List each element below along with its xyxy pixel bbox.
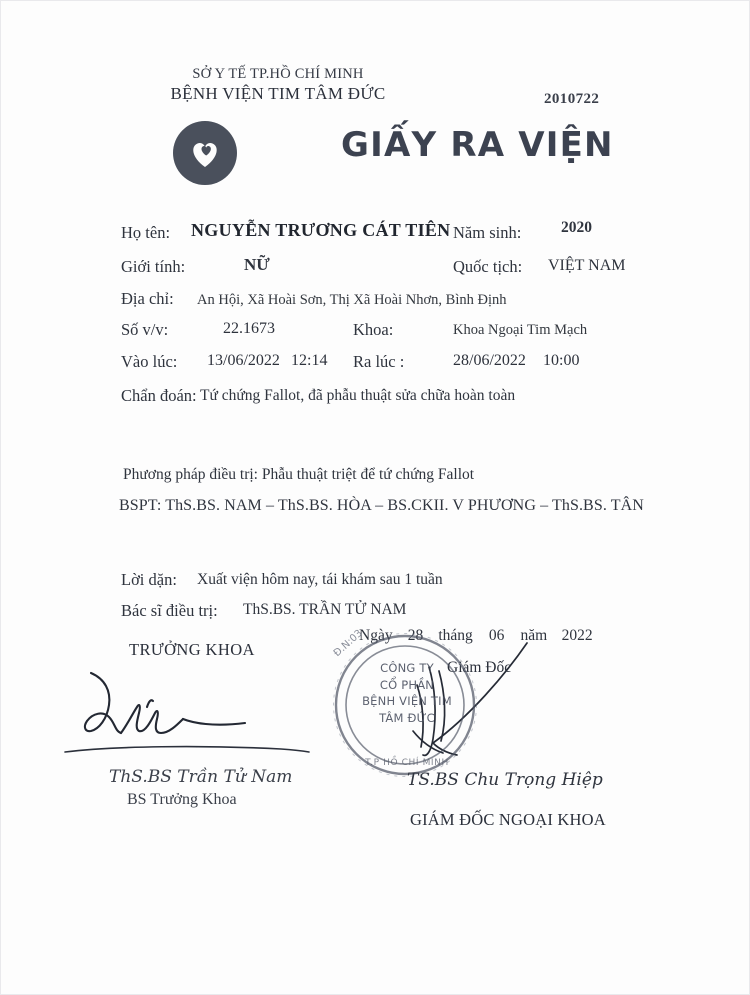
director-heading: Giám Đốc [447, 659, 512, 676]
stamp-line-1: CÔNG TY [380, 661, 434, 675]
stamp-serial-text: Đ.N:03 [331, 627, 365, 660]
sex-label: Giới tính: [121, 257, 186, 276]
sex-value: NỮ [244, 255, 270, 274]
diagnosis-value: Tứ chứng Fallot, đã phẫu thuật sửa chữa hoàn toàn [200, 387, 516, 404]
attending-doctor-label: Bác sĩ điều trị: [121, 601, 218, 620]
admission-time-label: Vào lúc: [121, 352, 178, 371]
stamp-center-text [353, 660, 461, 727]
discharge-date-value: 28/06/2022 [453, 352, 526, 369]
page-title: GIẤY RA VIỆN [341, 125, 614, 165]
address-value: An Hội, Xã Hoài Sơn, Thị Xã Hoài Nhơn, Bình Định [197, 292, 507, 308]
issuing-organization [113, 65, 443, 104]
department-head-signature-ink [75, 665, 305, 755]
patient-name-value: NGUYỄN TRƯƠNG CÁT TIÊN [191, 220, 451, 240]
department-label: Khoa: [353, 320, 394, 339]
diagnosis-label: Chẩn đoán: [121, 386, 197, 405]
discharge-time-label: Ra lúc : [353, 352, 405, 371]
date-day-value: 28 [407, 627, 424, 644]
instructions-value: Xuất viện hôm nay, tái khám sau 1 tuần [197, 571, 443, 588]
director-name: TS.BS Chu Trọng Hiệp [407, 770, 603, 790]
address-label: Địa chỉ: [121, 289, 174, 308]
document-number: 2010722 [544, 91, 600, 107]
stamp-line-4: TÂM ĐỨC [379, 711, 435, 726]
nationality-label: Quốc tịch: [453, 257, 523, 276]
nationality-value: VIỆT NAM [548, 257, 626, 274]
department-head-name: ThS.BS Trần Tử Nam [109, 767, 293, 787]
date-month-value: 06 [488, 627, 505, 644]
department-head-heading: TRƯỞNG KHOA [129, 640, 255, 659]
date-year-word: năm [520, 627, 548, 644]
admission-date-value: 13/06/2022 [207, 352, 280, 369]
birth-year-label: Năm sinh: [453, 223, 522, 242]
stamp-city-text: T.P HỒ CHÍ MINH [365, 758, 449, 768]
health-department-name: SỞ Y TẾ TP.HỒ CHÍ MINH [192, 66, 364, 82]
date-month-word: tháng [438, 627, 473, 644]
birth-year-value: 2020 [561, 219, 592, 236]
attending-doctor-value: ThS.BS. TRẦN TỬ NAM [243, 601, 407, 618]
discharge-clock-value: 10:00 [543, 352, 580, 369]
stamp-line-2: CỔ PHẦN [379, 677, 435, 692]
department-head-signature-underline [63, 743, 313, 757]
record-number-value: 22.1673 [223, 320, 275, 337]
instructions-label: Lời dặn: [121, 570, 177, 589]
treatment-method-line: Phương pháp điều trị: Phẫu thuật triệt để tứ chứng Fallot [123, 466, 475, 483]
surgical-team-line: BSPT: ThS.BS. NAM – ThS.BS. HÒA – BS.CKII. V PHƯƠNG – ThS.BS. TÂN [119, 497, 644, 514]
heart-in-circle-icon [173, 121, 237, 185]
hospital-name: BỆNH VIỆN TIM TÂM ĐỨC [170, 84, 386, 104]
admission-clock-value: 12:14 [291, 352, 328, 369]
date-day-word: Ngày [359, 627, 393, 644]
stamp-line-3: BỆNH VIỆN TIM [362, 694, 452, 709]
department-value: Khoa Ngoại Tim Mạch [453, 322, 588, 338]
department-head-role: BS Trưởng Khoa [127, 791, 237, 808]
date-year-value: 2022 [561, 627, 593, 644]
patient-name-label: Họ tên: [121, 223, 171, 242]
record-number-label: Số v/v: [121, 320, 169, 339]
director-role: GIÁM ĐỐC NGOẠI KHOA [410, 810, 606, 829]
